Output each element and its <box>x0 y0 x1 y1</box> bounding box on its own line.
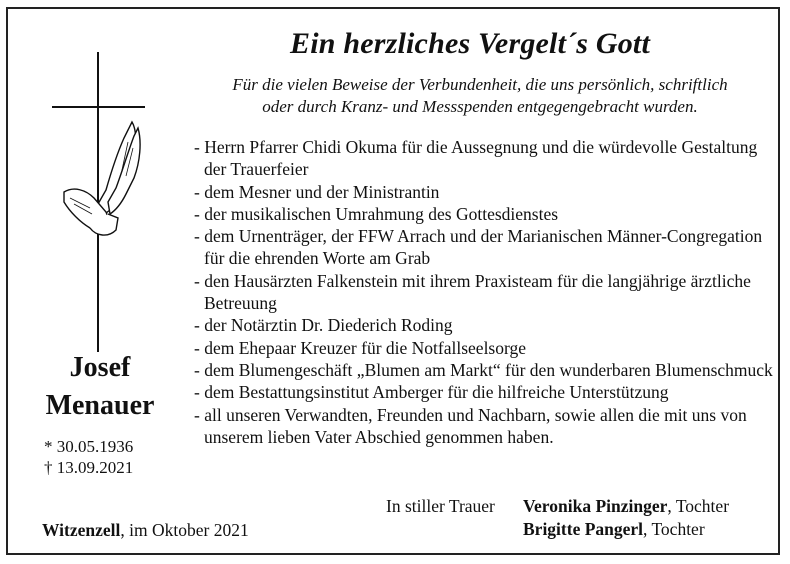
mourner-relation: , Tochter <box>643 519 705 539</box>
intro-line-2: oder durch Kranz- und Messspenden entgegengebracht wurden. <box>262 97 698 116</box>
signoff <box>386 495 729 541</box>
mourner-name: Brigitte Pangerl <box>523 519 644 539</box>
place-date: , im Oktober 2021 <box>120 520 249 540</box>
thanks-item: - Herrn Pfarrer Chidi Okuma für die Aussegnung und die würdevolle Gestaltung der Trauerfeier <box>194 137 758 180</box>
notice-heading: Ein herzliches Vergelt´s Gott <box>290 27 650 60</box>
mourner-relation: , Tochter <box>667 496 730 516</box>
deceased-last-name: Menauer <box>45 390 155 421</box>
intro-line-1: Für die vielen Beweise der Verbundenheit, die uns persönlich, schriftlich <box>232 75 728 94</box>
cross-with-praying-hands-icon <box>50 52 150 352</box>
in-mourning-label: In stiller Trauer <box>386 496 495 516</box>
deceased-name <box>30 349 170 425</box>
thanks-item: - dem Ehepaar Kreuzer für die Notfallseelsorge <box>194 337 527 358</box>
thanks-item: - dem Bestattungsinstitut Amberger für die hilfreiche Unterstützung <box>194 382 669 403</box>
life-dates <box>44 436 133 478</box>
thanks-item: - der Notärztin Dr. Diederich Roding <box>194 315 453 336</box>
thanks-item: - all unseren Verwandten, Freunden und Nachbarn, sowie allen die mit uns von unserem lieben Vater Abschied genommen haben. <box>194 404 747 447</box>
deceased-first-name: Josef <box>69 352 131 383</box>
thanks-item: - der musikalischen Umrahmung des Gottesdienstes <box>194 203 559 224</box>
death-date: † 13.09.2021 <box>44 458 134 477</box>
mourner-name: Veronika Pinzinger <box>523 496 668 516</box>
signoff-row-1 <box>386 495 729 518</box>
place-and-date <box>42 520 249 541</box>
thanks-item: - den Hausärzten Falkenstein mit ihrem Praxisteam für die langjährige ärztliche Betreuung <box>194 270 751 314</box>
signoff-row-2 <box>386 518 729 541</box>
place-town: Witzenzell <box>42 520 121 540</box>
thanks-item: - dem Mesner und der Ministrantin <box>194 181 440 202</box>
thanks-list <box>194 136 774 448</box>
intro-text <box>180 74 780 118</box>
birth-date: * 30.05.1936 <box>44 437 134 456</box>
thanks-item: - dem Blumengeschäft „Blumen am Markt“ für den wunderbaren Blumenschmuck <box>194 359 773 380</box>
thanks-item: - dem Urnenträger, der FFW Arrach und der Marianischen Männer-Congregation für die ehrenden Worte am Grab <box>194 226 763 269</box>
